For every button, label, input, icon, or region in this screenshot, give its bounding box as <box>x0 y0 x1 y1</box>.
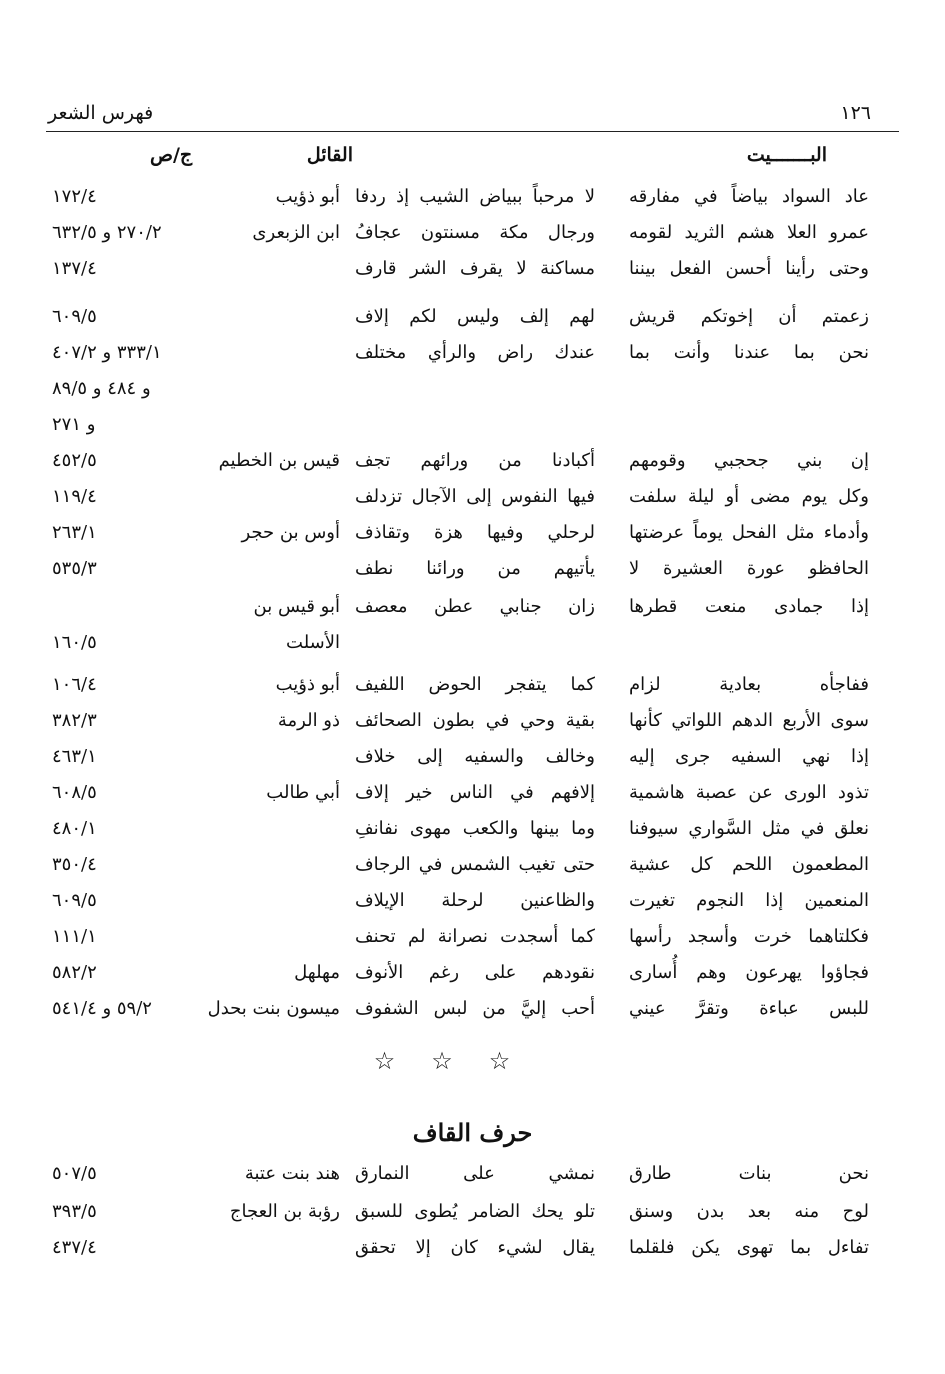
hemistich-second: لرحلي وفيها هزة وتقاذف <box>355 522 595 543</box>
table-row <box>0 596 945 630</box>
table-row <box>0 186 945 220</box>
hemistich-first: عاد السواد بياضاً في مفارقه <box>629 186 869 207</box>
column-header-poet: القائل <box>306 144 353 166</box>
table-row <box>0 746 945 780</box>
page-reference: ١١١/١ <box>52 926 97 947</box>
hemistich-first: عمرو العلا هشم الثريد لقومه <box>629 222 869 243</box>
table-row <box>0 222 945 256</box>
hemistich-second: زان جنابي عطن معصف <box>355 596 595 617</box>
table-row <box>0 710 945 744</box>
poet-name: أبو ذؤيب <box>275 186 340 207</box>
poet-name: قيس بن الخطيم <box>218 450 340 471</box>
hemistich-first: للبس عباءة وتقرَّ عيني <box>629 998 869 1019</box>
hemistich-second: نقودهم على رغم الأنوف <box>355 962 595 983</box>
hemistich-second: بقية وحي في بطون الصحائف <box>355 710 595 731</box>
hemistich-first: نحن بنات طارق <box>629 1163 869 1184</box>
page-reference: ٣٥٠/٤ <box>52 854 97 875</box>
hemistich-first: نحن بما عندنا وأنت بما <box>629 342 869 363</box>
page-reference: ٣٩٣/٥ <box>52 1201 97 1222</box>
hemistich-second: يأتيهم من ورائنا نطف <box>355 558 595 579</box>
poet-name: أوس بن حجر <box>241 522 340 543</box>
table-row <box>0 962 945 996</box>
hemistich-second: كما أسجدت نصرانة لم تحنف <box>355 926 595 947</box>
page-reference: ٤٣٧/٤ <box>52 1237 97 1258</box>
table-row <box>0 1201 945 1235</box>
hemistich-first: وأدماء مثل الفحل يوماً عرضتها <box>629 522 869 543</box>
hemistich-second: إلافهم في الناس خير إلاف <box>355 782 595 803</box>
hemistich-first: سوى الأربع الدهم اللواتي كأنها <box>629 710 869 731</box>
table-row <box>0 342 945 376</box>
page-reference: ١٠٦/٤ <box>52 674 97 695</box>
poet-name: الأسلت <box>286 632 340 653</box>
page-reference: ٦٠٩/٥ <box>52 890 97 911</box>
page-reference: ٥٩/٢ و ٥٤١/٤ <box>52 998 152 1019</box>
hemistich-second: فيها النفوس إلى الآجال تزدلف <box>355 486 595 507</box>
table-row <box>0 258 945 292</box>
poet-name: أبي طالب <box>266 782 340 803</box>
hemistich-second: لا مرحباً ببياض الشيب إذ ردفا <box>355 186 595 207</box>
hemistich-second: والظاعنين لرحلة الإيلاف <box>355 890 595 911</box>
running-title: فهرس الشعر <box>48 102 154 124</box>
page-reference: ٤٨٠/١ <box>52 818 97 839</box>
hemistich-second: أكبادنا من ورائهم تجف <box>355 450 595 471</box>
table-row <box>0 854 945 888</box>
table-row <box>0 674 945 708</box>
hemistich-first: لوح منه بعد بدن وسنق <box>629 1201 869 1222</box>
hemistich-first: وكل يوم مضى أو ليلة سلفت <box>629 486 869 507</box>
table-row <box>0 998 945 1032</box>
page-reference: ٥٨٢/٢ <box>52 962 97 983</box>
section-title: حرف القاف <box>412 1118 533 1147</box>
hemistich-first: المنعمين إذا النجوم تغيرت <box>629 890 869 911</box>
page-reference: ٤٦٣/١ <box>52 746 97 767</box>
page-reference: ١٦٠/٥ <box>52 632 97 653</box>
poet-name: رؤبة بن العجاج <box>229 1201 340 1222</box>
table-row <box>0 890 945 924</box>
hemistich-second: عندك راض والرأي مختلف <box>355 342 595 363</box>
hemistich-first: زعمتم أن إخوتكم قريش <box>629 306 869 327</box>
hemistich-second: مساكنة لا يقرف الشر قارف <box>355 258 595 279</box>
page-reference: ٢٧٠/٢ و ٦٣٢/٥ <box>52 222 162 243</box>
table-row <box>0 632 945 666</box>
hemistich-first: إذا جمادى منعت قطرها <box>629 596 869 617</box>
hemistich-second: حتى تغيب الشمس في الرجاف <box>355 854 595 875</box>
poet-name: ابن الزبعرى <box>252 222 340 243</box>
page-number: ١٢٦ <box>840 102 871 124</box>
table-row <box>0 782 945 816</box>
poet-name: ميسون بنت بحدل <box>207 998 340 1019</box>
poet-name: هند بنت عتبة <box>244 1163 340 1184</box>
hemistich-second: نمشي على النمارق <box>355 1163 595 1184</box>
page-reference: ٥٣٥/٣ <box>52 558 97 579</box>
poet-name: مهلهل <box>294 962 340 983</box>
table-row <box>0 558 945 592</box>
poet-name: أبو ذؤيب <box>275 674 340 695</box>
page-reference: ٣٨٢/٣ <box>52 710 97 731</box>
hemistich-first: تفاءل بما تهوى يكن فلقلما <box>629 1237 869 1258</box>
hemistich-second: لهم إلف وليس لكم إلاف <box>355 306 595 327</box>
hemistich-second: أحب إليَّ من لبس الشفوف <box>355 998 595 1019</box>
page-reference: ٦٠٨/٥ <box>52 782 97 803</box>
hemistich-second: وما بينها والكعب مهوى نفانفِ <box>355 818 595 839</box>
table-row <box>0 818 945 852</box>
page-reference: ٣٣٣/١ و ٤٠٧/٢ <box>52 342 162 363</box>
page-reference: ١١٩/٤ <box>52 486 97 507</box>
hemistich-second: تلو يحك الضامر يُطوى للسبق <box>355 1201 595 1222</box>
hemistich-first: فكلتاهما خرت وأسجد رأسها <box>629 926 869 947</box>
column-header-verse: البـــــــيت <box>746 144 827 166</box>
table-row <box>0 522 945 556</box>
hemistich-first: إن بني جحجبي وقومهم <box>629 450 869 471</box>
section-divider-stars: ☆☆☆ <box>373 1047 547 1075</box>
hemistich-first: ففاجأه بعادية لزام <box>629 674 869 695</box>
table-row <box>0 926 945 960</box>
table-row <box>0 1237 945 1271</box>
page-reference: ٤٥٢/٥ <box>52 450 97 471</box>
hemistich-first: الحافظو عورة العشيرة لا <box>629 558 869 579</box>
hemistich-first: تذود الورى عن عصبة هاشمية <box>629 782 869 803</box>
table-row <box>0 1163 945 1197</box>
hemistich-second: يقال لشيء كان إلا تحقق <box>355 1237 595 1258</box>
hemistich-first: المطعمون اللحم كل عشية <box>629 854 869 875</box>
table-row <box>0 450 945 484</box>
hemistich-second: وخالف والسفيه إلى خلاف <box>355 746 595 767</box>
table-row <box>0 378 945 412</box>
hemistich-first: إذا نهي السفيه جرى إليه <box>629 746 869 767</box>
hemistich-second: ورجال مكة مسنتون عجافُ <box>355 222 595 243</box>
hemistich-first: فجاؤوا يهرعون وهم أُسارى <box>629 962 869 983</box>
page-reference: ١٧٢/٤ <box>52 186 97 207</box>
table-row <box>0 414 945 448</box>
table-row <box>0 486 945 520</box>
poet-name: ذو الرمة <box>277 710 340 731</box>
hemistich-second: كما يتفجر الحوض اللفيف <box>355 674 595 695</box>
header-rule <box>46 131 899 132</box>
page-reference: ٢٦٣/١ <box>52 522 97 543</box>
page-reference: و ٢٧١ <box>52 414 96 435</box>
column-header-ref: ج/ص <box>150 144 193 166</box>
hemistich-first: وحتى رأينا أحسن الفعل بيننا <box>629 258 869 279</box>
hemistich-first: نعلق في مثل السَّواري سيوفنا <box>629 818 869 839</box>
page-reference: و ٤٨٤ و ٨٩/٥ <box>52 378 151 399</box>
page-reference: ٥٠٧/٥ <box>52 1163 97 1184</box>
page-reference: ٦٠٩/٥ <box>52 306 97 327</box>
running-header <box>46 102 899 130</box>
page-reference: ١٣٧/٤ <box>52 258 97 279</box>
poet-name: أبو قيس بن <box>253 596 340 617</box>
table-row <box>0 306 945 340</box>
